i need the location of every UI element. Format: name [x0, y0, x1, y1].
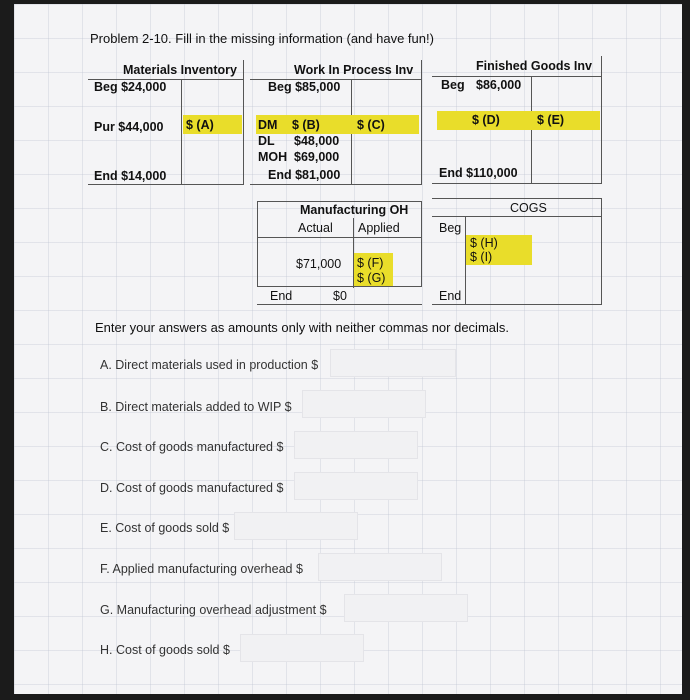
- instruction-text: Enter your answers as amounts only with neither commas nor decimals.: [95, 320, 510, 335]
- fg-header: Finished Goods Inv: [476, 59, 592, 73]
- materials-bottom-line: [88, 184, 244, 185]
- cogs-header: COGS: [510, 201, 547, 215]
- cogs-divider-line: [432, 216, 602, 217]
- materials-right-line: [243, 60, 244, 185]
- highlight-b-c: [256, 115, 419, 134]
- answer-d-input[interactable]: [294, 472, 418, 500]
- answer-e-input[interactable]: [234, 512, 358, 540]
- wip-right-line: [421, 60, 422, 185]
- fg-right-line: [601, 56, 602, 184]
- question-f-label: F. Applied manufacturing overhead $: [100, 562, 303, 576]
- moh-bottom-line: [257, 286, 422, 287]
- materials-center-line: [181, 80, 182, 185]
- materials-end: End $14,000: [94, 169, 167, 183]
- moh-actual-label: Actual: [298, 221, 333, 235]
- blank-h: $ (H): [470, 236, 498, 250]
- wip-moh-value: $69,000: [294, 150, 340, 164]
- problem-title: Problem 2-10. Fill in the missing information (and have fun!): [90, 31, 434, 46]
- answer-c-input[interactable]: [294, 431, 418, 459]
- answer-a-input[interactable]: [330, 349, 456, 377]
- wip-moh: MOH: [258, 150, 288, 164]
- wip-dl-value: $48,000: [294, 134, 340, 148]
- highlight-d-e: [437, 111, 600, 130]
- moh-footer-line: [257, 304, 422, 305]
- answer-g-input[interactable]: [344, 594, 468, 622]
- blank-c: $ (C): [357, 118, 385, 132]
- answer-f-input[interactable]: [318, 553, 442, 581]
- blank-f: $ (F): [357, 256, 384, 270]
- question-g-label: G. Manufacturing overhead adjustment $: [100, 603, 327, 617]
- moh-right-line: [421, 201, 422, 286]
- wip-header: Work In Process Inv: [294, 63, 414, 77]
- blank-e: $ (E): [537, 113, 565, 127]
- cogs-bottom-line: [432, 304, 602, 305]
- moh-left-line: [257, 201, 258, 286]
- fg-beg: Beg: [441, 78, 465, 92]
- moh-divider-line: [257, 237, 422, 238]
- answer-b-input[interactable]: [302, 390, 426, 418]
- cogs-end: End: [439, 289, 462, 303]
- blank-d: $ (D): [472, 113, 500, 127]
- answer-h-input[interactable]: [240, 634, 364, 662]
- wip-dl: DL: [258, 134, 275, 148]
- materials-beg: Beg $24,000: [94, 80, 167, 94]
- question-c-label: C. Cost of goods manufactured $: [100, 440, 284, 454]
- blank-g: $ (G): [357, 271, 386, 285]
- materials-header: Materials Inventory: [123, 63, 237, 77]
- materials-pur: Pur $44,000: [94, 120, 164, 134]
- question-a-label: A. Direct materials used in production $: [100, 358, 319, 372]
- blank-b: $ (B): [292, 118, 320, 132]
- fg-center-line: [531, 77, 532, 184]
- fg-end: End $110,000: [439, 166, 518, 180]
- cogs-top-line: [432, 198, 602, 199]
- wip-beg: Beg $85,000: [268, 80, 341, 94]
- fg-beg-value: $86,000: [476, 78, 522, 92]
- fg-top-line: [432, 76, 602, 77]
- fg-bottom-line: [432, 183, 602, 184]
- wip-end: End $81,000: [268, 168, 341, 182]
- cogs-right-line: [601, 198, 602, 305]
- moh-header: Manufacturing OH: [300, 203, 409, 217]
- moh-actual-value: $71,000: [296, 257, 342, 271]
- blank-a: $ (A): [186, 118, 214, 132]
- moh-end-value: $0: [333, 289, 347, 303]
- question-b-label: B. Direct materials added to WIP $: [100, 400, 292, 414]
- moh-end: End: [270, 289, 293, 303]
- wip-bottom-line: [250, 184, 422, 185]
- moh-applied-label: Applied: [358, 221, 400, 235]
- blank-i: $ (I): [470, 250, 493, 264]
- moh-top-line: [257, 201, 422, 202]
- question-e-label: E. Cost of goods sold $: [100, 521, 230, 535]
- question-d-label: D. Cost of goods manufactured $: [100, 481, 284, 495]
- wip-dm: DM: [258, 118, 278, 132]
- cogs-beg: Beg: [439, 221, 462, 235]
- question-h-label: H. Cost of goods sold $: [100, 643, 230, 657]
